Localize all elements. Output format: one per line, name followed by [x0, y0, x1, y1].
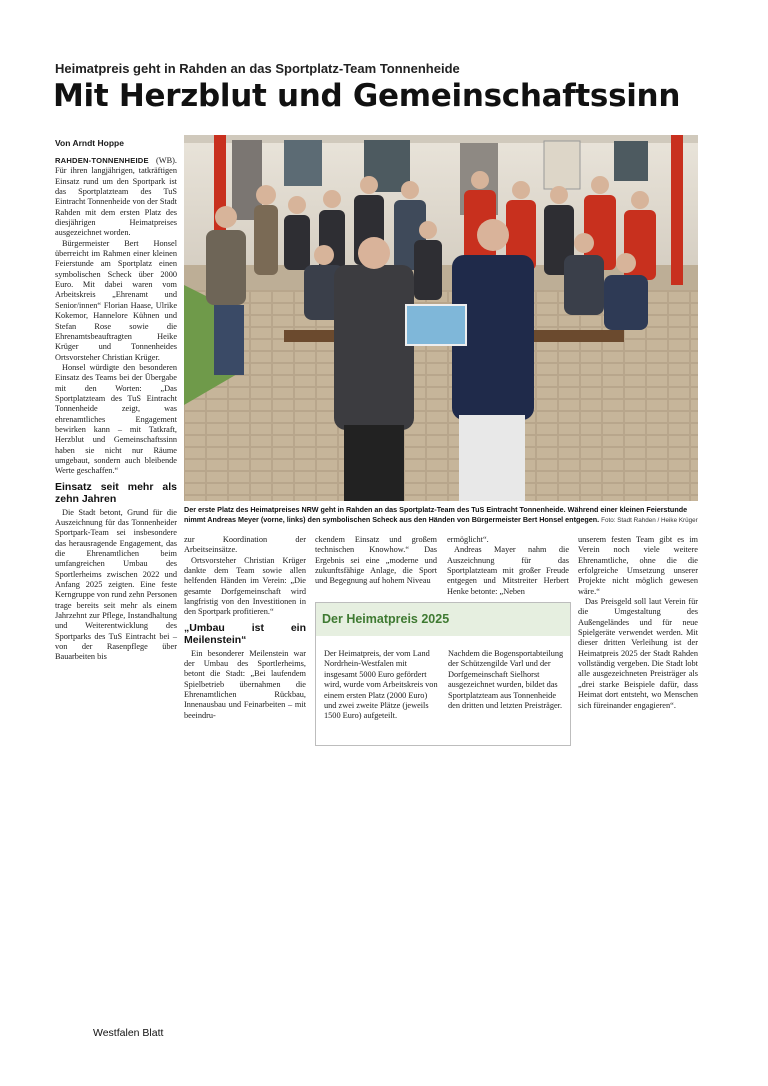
caption-text: Der erste Platz des Heimatpreises NRW geht in Rahden an das Sportplatz-Team des TuS Eintracht Tonnenheide. Während einer kleinen Feierstunde nimmt Andreas Meyer (vorne, links) den symbolischen Scheck aus den Händen von Bürgermeister Bert Honsel entgegen.	[184, 505, 688, 524]
info-box-title: Der Heimatpreis 2025	[316, 603, 570, 636]
publication-source: Westfalen Blatt	[93, 1027, 164, 1039]
paragraph: Für ihren langjährigen, tatkräftigen Einsatz rund um den Sportpark ist das Sportplatzteam des TuS Eintracht Tonnenheide von der Stadt Rahden mit dem ersten Platz des diesjährigen Heimatpreises ausgezeichnet worden.	[55, 166, 177, 238]
paragraph: ermöglicht“.	[447, 535, 489, 544]
article-column-1	[55, 156, 177, 663]
paragraph: Ortsvorsteher Christian Krüger dankte dem Team sowie allen helfenden Händen im Verein: „Die gesamte Dorfgemeinschaft wird langfristig von den Investitionen in den Sportpark profitieren.“	[184, 555, 306, 617]
info-box-left-text: Der Heimatpreis, der vom Land Nordrhein-Westfalen mit insgesamt 5000 Euro gefördert wird, wurde vom Arbeitskreis von einem ersten Platz (2000 Euro) und zwei zweite Plätze (jeweils 1500 Euro) aufgeteilt.	[324, 649, 438, 721]
dateline: RAHDEN-TONNENHEIDE	[55, 156, 149, 165]
article-column-5	[578, 535, 698, 711]
paragraph: Bürgermeister Bert Honsel überreicht im Rahmen einer kleinen Feierstunde am Sportplatz einen symbolischen Scheck über 2000 Euro. Mit dabei waren vom Arbeitskreis „Ehrenamt und Senior/innen“ Florian Haase, Ulrike Kokemor, Hannelore Kühnen und Stefan Rose sowie die Ehrenamtsbeauftragten Heike Krüger und Tonnenheides Ortsvorsteher Christian Krüger.	[55, 238, 177, 362]
paragraph: ckendem Einsatz und großem technischen Knowhow.“ Das Ergebnis sei eine „moderne und zukunftsfähige Anlage, die Sport und Begegnung auf hohem Niveau	[315, 535, 437, 586]
article-kicker: Heimatpreis geht in Rahden an das Sportplatz-Team Tonnenheide	[55, 61, 460, 76]
paragraph: Ein besonderer Meilenstein war der Umbau des Sportlerheims, betont die Stadt: „Bei laufendem Spielbetrieb übernahmen die Ehrenamtlichen Rückbau, Innenausbau und Feinarbeiten – mit beeindru-	[184, 648, 306, 720]
paragraph: zur Koordination der Arbeitseinsätze.	[184, 535, 306, 555]
article-column-4	[447, 535, 569, 597]
paragraph: Honsel würdigte den besonderen Einsatz des Teams bei der Übergabe mit den Worten: „Das Sportplatzteam des TuS Eintracht Tonnenheide zeigt, was ehrenamtliches Engagement bewirken kann – mit Tatkraft, Herzblut und Gemeinschaftssinn haben sie nicht nur Räume umgebaut, sondern auch bleibende Werte geschaffen.“	[55, 362, 177, 476]
paragraph: Andreas Mayer nahm die Auszeichnung für das Sportplatzteam mit großer Freude entgegen und Mitstreiter Herbert Henke betonte: „Neben	[447, 545, 569, 596]
paragraph: unserem festen Team gibt es im Verein noch viele weitere Ehrenamtliche, ohne die die erfolgreiche Umsetzung unserer Projekte nicht möglich gewesen wäre.“	[578, 535, 698, 596]
photo-caption	[184, 505, 698, 525]
article-column-2	[184, 535, 306, 721]
subheading: „Umbau ist ein Meilenstein“	[184, 621, 306, 646]
article-byline: Von Arndt Hoppe	[55, 138, 124, 148]
subheading: Einsatz seit mehr als zehn Jahren	[55, 480, 177, 505]
info-box	[315, 602, 571, 746]
article-photo	[184, 135, 698, 501]
article-column-3	[315, 535, 437, 587]
group-photo-illustration	[184, 135, 698, 501]
photo-credit: Foto: Stadt Rahden / Heike Krüger	[601, 516, 698, 524]
paragraph: Das Preisgeld soll laut Verein für die Umgestaltung des Außengeländes und für neue Spielgeräte verwendet werden. Mit dieser dritten Verleihung ist der Heimatpreis 2025 der Stadt Rahden vollständig vergeben. Die Stadt lobt alle ausgezeichneten Preisträger als „drei starke Beispiele dafür, dass Heimat dort entsteht, wo Menschen sich füreinander engagieren“.	[578, 597, 698, 710]
article-headline: Mit Herzblut und Gemeinschaftssinn	[53, 78, 681, 114]
info-box-right-text: Nachdem die Bogensportabteilung der Schützengilde Varl und der Dorfgemeinschaft Sielhorst ausgezeichnet wurden, bildet das Sportplatzteam aus Tonnenheide den dritten und letzten Preisträger.	[448, 649, 564, 711]
dateline-source: (WB).	[156, 156, 177, 165]
paragraph: Die Stadt betont, Grund für die Auszeichnung für das Tonnenheider Sportpark-Team sei insbesondere das herausragende Engagement, das die Ehrenamtlichen beim umfangreichen Umbau des Sportlerheims zwischen 2022 und Anfang 2025 zeigten. Eine feste Kerngruppe von rund zehn Personen trage bereits seit mehr als einem Jahrzehnt zur Pflege, Instandhaltung und Weiterentwicklung des Sportparks des TuS Eintracht bei – von der Rasenpflege über Bauarbeiten bis	[55, 507, 177, 662]
